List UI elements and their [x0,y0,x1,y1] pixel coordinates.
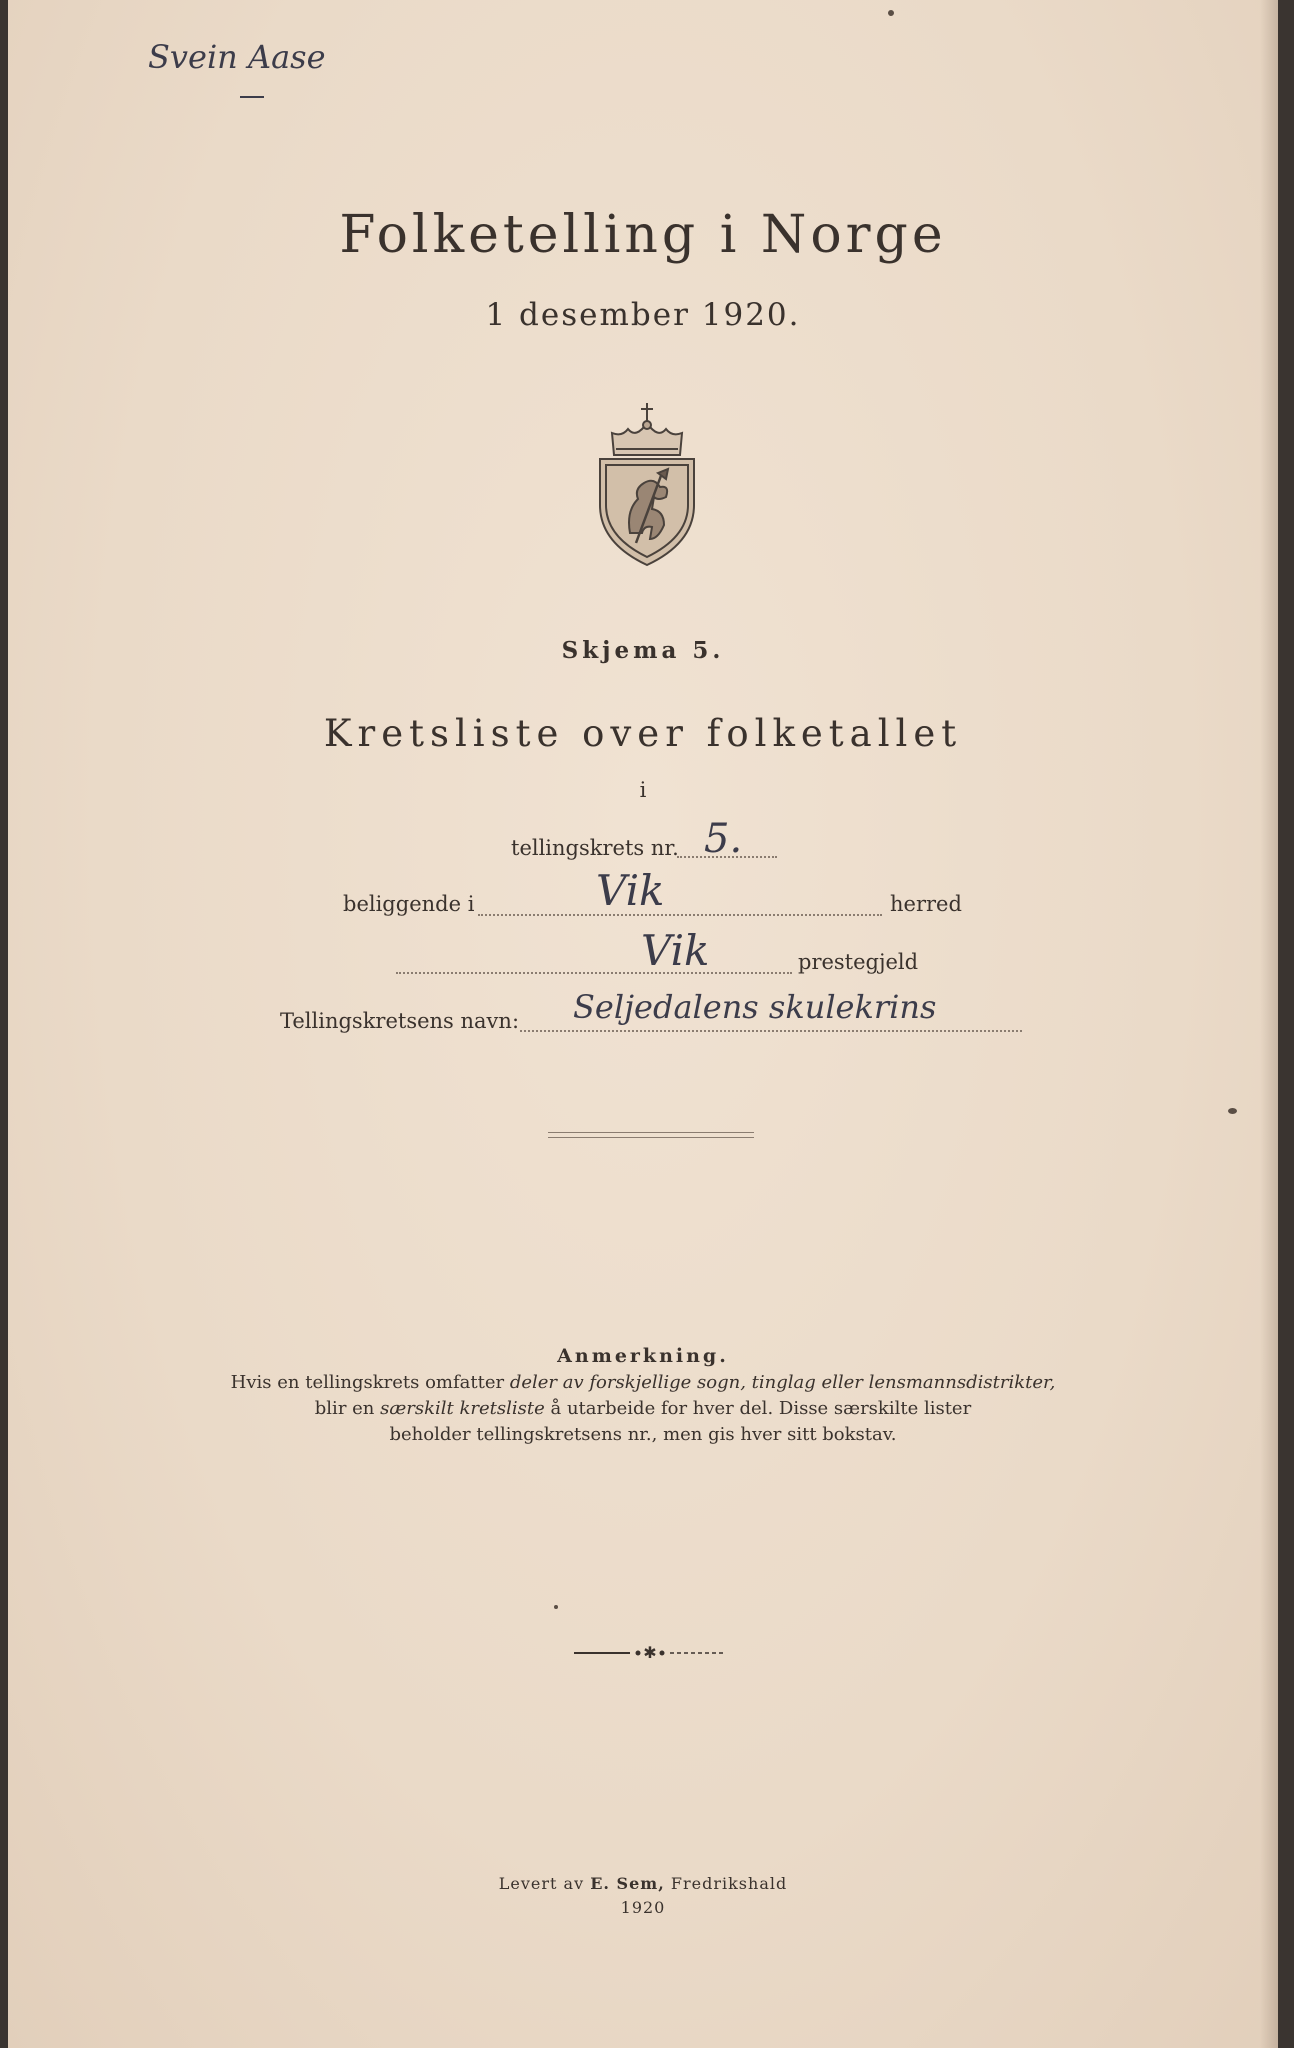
form-heading: Kretsliste over folketallet [323,712,963,755]
paper-speck [888,10,894,16]
district-name-label: Tellingskretsens navn: [280,1009,520,1033]
parish-value: Vik [641,926,710,975]
printer-year: 1920 [620,1898,666,1917]
page-title: Folketelling i Norge [339,205,947,265]
note-line-1: Hvis en tellingskrets omfatter deler av forskjellige sogn, tinglag eller lensmannsdistrikter, [230,1372,1056,1393]
paper-speck [1228,1108,1237,1114]
located-label: beliggende i [343,892,475,916]
svg-text:✱: ✱ [643,1643,657,1662]
census-date: 1 desember 1920. [485,297,801,333]
preposition-i: i [639,778,647,802]
ornament-divider-icon [570,1643,730,1663]
herred-label: herred [890,892,962,916]
located-line [478,914,882,916]
district-name-value: Seljedalens skulekrins [573,988,937,1026]
district-number-value: 5. [704,816,743,862]
located-value: Vik [596,866,665,915]
parish-line [396,972,792,974]
handwritten-dash [240,96,264,98]
handwritten-name: Svein Aase [148,38,326,76]
census-form-page [8,0,1278,2048]
norwegian-coat-of-arms-icon [592,393,702,568]
note-line-2: blir en særskilt kretsliste å utarbeide for hver del. Disse særskilte lister [314,1398,972,1419]
district-name-line [520,1030,1022,1032]
district-number-label: tellingskrets nr. [511,836,679,860]
paper-speck [554,1605,558,1609]
schema-number: Skjema 5. [561,637,725,664]
note-title: Anmerkning. [557,1345,729,1367]
parish-label: prestegjeld [798,950,919,974]
note-line-3: beholder tellingskretsens nr., men gis hver sitt bokstav. [389,1424,897,1445]
section-divider [548,1132,754,1138]
printer-credit: Levert av E. Sem, Fredrikshald [498,1874,788,1893]
